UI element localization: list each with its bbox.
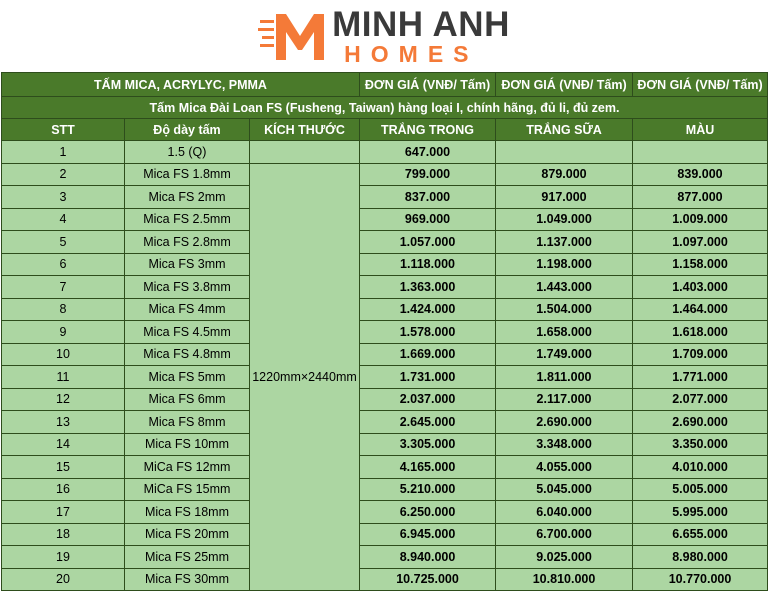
clear-price-cell: 6.250.000	[360, 501, 496, 524]
clear-price-cell: 647.000	[360, 141, 496, 164]
stt-cell: 3	[2, 186, 125, 209]
milky-price-cell: 1.658.000	[496, 321, 633, 344]
stt-cell: 9	[2, 321, 125, 344]
color-price-cell: 5.005.000	[633, 478, 768, 501]
clear-price-cell: 8.940.000	[360, 546, 496, 569]
stt-cell: 1	[2, 141, 125, 164]
milky-price-cell: 1.443.000	[496, 276, 633, 299]
table-row	[2, 298, 768, 321]
table-row	[2, 456, 768, 479]
clear-price-cell: 5.210.000	[360, 478, 496, 501]
clear-price-cell: 6.945.000	[360, 523, 496, 546]
column-header-stt: STT	[2, 119, 125, 141]
stt-cell: 11	[2, 366, 125, 389]
table-row	[2, 208, 768, 231]
thickness-cell: Mica FS 3mm	[125, 253, 250, 276]
column-header-color: MÀU	[633, 119, 768, 141]
column-header-thickness: Độ dày tấm	[125, 119, 250, 141]
thickness-cell: Mica FS 18mm	[125, 501, 250, 524]
milky-price-cell: 1.137.000	[496, 231, 633, 254]
color-price-cell: 2.690.000	[633, 411, 768, 434]
color-price-cell: 839.000	[633, 163, 768, 186]
milky-price-cell: 1.504.000	[496, 298, 633, 321]
brand-logo	[0, 0, 768, 72]
color-price-cell: 10.770.000	[633, 568, 768, 591]
thickness-cell: Mica FS 30mm	[125, 568, 250, 591]
stt-cell: 19	[2, 546, 125, 569]
stt-cell: 17	[2, 501, 125, 524]
stt-cell: 5	[2, 231, 125, 254]
milky-price-cell: 9.025.000	[496, 546, 633, 569]
table-row	[2, 163, 768, 186]
thickness-cell: Mica FS 8mm	[125, 411, 250, 434]
table-row	[2, 411, 768, 434]
stt-cell: 14	[2, 433, 125, 456]
table-row	[2, 523, 768, 546]
thickness-cell: Mica FS 1.8mm	[125, 163, 250, 186]
stt-cell: 8	[2, 298, 125, 321]
clear-price-cell: 837.000	[360, 186, 496, 209]
thickness-cell: Mica FS 4.8mm	[125, 343, 250, 366]
milky-price-cell: 2.117.000	[496, 388, 633, 411]
thickness-cell: Mica FS 10mm	[125, 433, 250, 456]
color-price-cell: 2.077.000	[633, 388, 768, 411]
table-row	[2, 568, 768, 591]
stt-cell: 2	[2, 163, 125, 186]
logo-name: MINH ANH	[332, 4, 510, 44]
table-row	[2, 478, 768, 501]
table-row	[2, 321, 768, 344]
size-cell: 1220mm×2440mm	[250, 163, 360, 591]
table-row	[2, 343, 768, 366]
table-row	[2, 186, 768, 209]
color-price-cell: 6.655.000	[633, 523, 768, 546]
price-header-milky: ĐƠN GIÁ (VNĐ/ Tấm)	[496, 73, 633, 97]
stt-cell: 7	[2, 276, 125, 299]
table-subtitle: Tấm Mica Đài Loan FS (Fusheng, Taiwan) hàng loại I, chính hãng, đủ li, đủ zem.	[2, 97, 768, 119]
clear-price-cell: 10.725.000	[360, 568, 496, 591]
stt-cell: 16	[2, 478, 125, 501]
clear-price-cell: 1.424.000	[360, 298, 496, 321]
milky-price-cell: 879.000	[496, 163, 633, 186]
clear-price-cell: 2.645.000	[360, 411, 496, 434]
thickness-cell: 1.5 (Q)	[125, 141, 250, 164]
size-cell-empty	[250, 141, 360, 164]
logo-m-icon	[258, 8, 330, 64]
thickness-cell: Mica FS 2.8mm	[125, 231, 250, 254]
stt-cell: 4	[2, 208, 125, 231]
milky-price-cell: 917.000	[496, 186, 633, 209]
stt-cell: 15	[2, 456, 125, 479]
clear-price-cell: 4.165.000	[360, 456, 496, 479]
clear-price-cell: 969.000	[360, 208, 496, 231]
milky-price-cell: 6.700.000	[496, 523, 633, 546]
table-row	[2, 546, 768, 569]
column-header-clear: TRẮNG TRONG	[360, 119, 496, 141]
thickness-cell: Mica FS 6mm	[125, 388, 250, 411]
milky-price-cell	[496, 141, 633, 164]
color-price-cell: 1.464.000	[633, 298, 768, 321]
milky-price-cell: 1.811.000	[496, 366, 633, 389]
color-price-cell: 877.000	[633, 186, 768, 209]
color-price-cell: 3.350.000	[633, 433, 768, 456]
table-row	[2, 501, 768, 524]
thickness-cell: Mica FS 4.5mm	[125, 321, 250, 344]
table-row	[2, 388, 768, 411]
stt-cell: 20	[2, 568, 125, 591]
thickness-cell: Mica FS 2.5mm	[125, 208, 250, 231]
clear-price-cell: 799.000	[360, 163, 496, 186]
thickness-cell: MiCa FS 15mm	[125, 478, 250, 501]
color-price-cell: 1.158.000	[633, 253, 768, 276]
milky-price-cell: 6.040.000	[496, 501, 633, 524]
thickness-cell: Mica FS 3.8mm	[125, 276, 250, 299]
stt-cell: 13	[2, 411, 125, 434]
color-price-cell: 4.010.000	[633, 456, 768, 479]
milky-price-cell: 4.055.000	[496, 456, 633, 479]
color-price-cell: 1.009.000	[633, 208, 768, 231]
milky-price-cell: 10.810.000	[496, 568, 633, 591]
color-price-cell: 1.618.000	[633, 321, 768, 344]
clear-price-cell: 1.057.000	[360, 231, 496, 254]
table-row	[2, 276, 768, 299]
clear-price-cell: 1.669.000	[360, 343, 496, 366]
clear-price-cell: 1.578.000	[360, 321, 496, 344]
clear-price-cell: 1.118.000	[360, 253, 496, 276]
stt-cell: 10	[2, 343, 125, 366]
milky-price-cell: 5.045.000	[496, 478, 633, 501]
price-header-color: ĐƠN GIÁ (VNĐ/ Tấm)	[633, 73, 768, 97]
table-row	[2, 366, 768, 389]
milky-price-cell: 2.690.000	[496, 411, 633, 434]
thickness-cell: Mica FS 20mm	[125, 523, 250, 546]
thickness-cell: MiCa FS 12mm	[125, 456, 250, 479]
milky-price-cell: 3.348.000	[496, 433, 633, 456]
thickness-cell: Mica FS 4mm	[125, 298, 250, 321]
table-row	[2, 433, 768, 456]
column-header-milky: TRẮNG SỮA	[496, 119, 633, 141]
clear-price-cell: 1.363.000	[360, 276, 496, 299]
color-price-cell: 8.980.000	[633, 546, 768, 569]
milky-price-cell: 1.749.000	[496, 343, 633, 366]
price-header-clear: ĐƠN GIÁ (VNĐ/ Tấm)	[360, 73, 496, 97]
clear-price-cell: 2.037.000	[360, 388, 496, 411]
color-price-cell: 1.403.000	[633, 276, 768, 299]
color-price-cell: 1.709.000	[633, 343, 768, 366]
color-price-cell	[633, 141, 768, 164]
table-row	[2, 231, 768, 254]
clear-price-cell: 1.731.000	[360, 366, 496, 389]
table-row	[2, 253, 768, 276]
column-header-size: KÍCH THƯỚC	[250, 119, 360, 141]
group-title: TẤM MICA, ACRYLYC, PMMA	[2, 73, 360, 97]
color-price-cell: 1.097.000	[633, 231, 768, 254]
stt-cell: 12	[2, 388, 125, 411]
table-row	[2, 141, 768, 164]
thickness-cell: Mica FS 25mm	[125, 546, 250, 569]
logo-subtitle: HOMES	[344, 40, 479, 67]
clear-price-cell: 3.305.000	[360, 433, 496, 456]
milky-price-cell: 1.049.000	[496, 208, 633, 231]
thickness-cell: Mica FS 2mm	[125, 186, 250, 209]
stt-cell: 18	[2, 523, 125, 546]
color-price-cell: 5.995.000	[633, 501, 768, 524]
milky-price-cell: 1.198.000	[496, 253, 633, 276]
thickness-cell: Mica FS 5mm	[125, 366, 250, 389]
stt-cell: 6	[2, 253, 125, 276]
price-table	[1, 72, 768, 591]
color-price-cell: 1.771.000	[633, 366, 768, 389]
